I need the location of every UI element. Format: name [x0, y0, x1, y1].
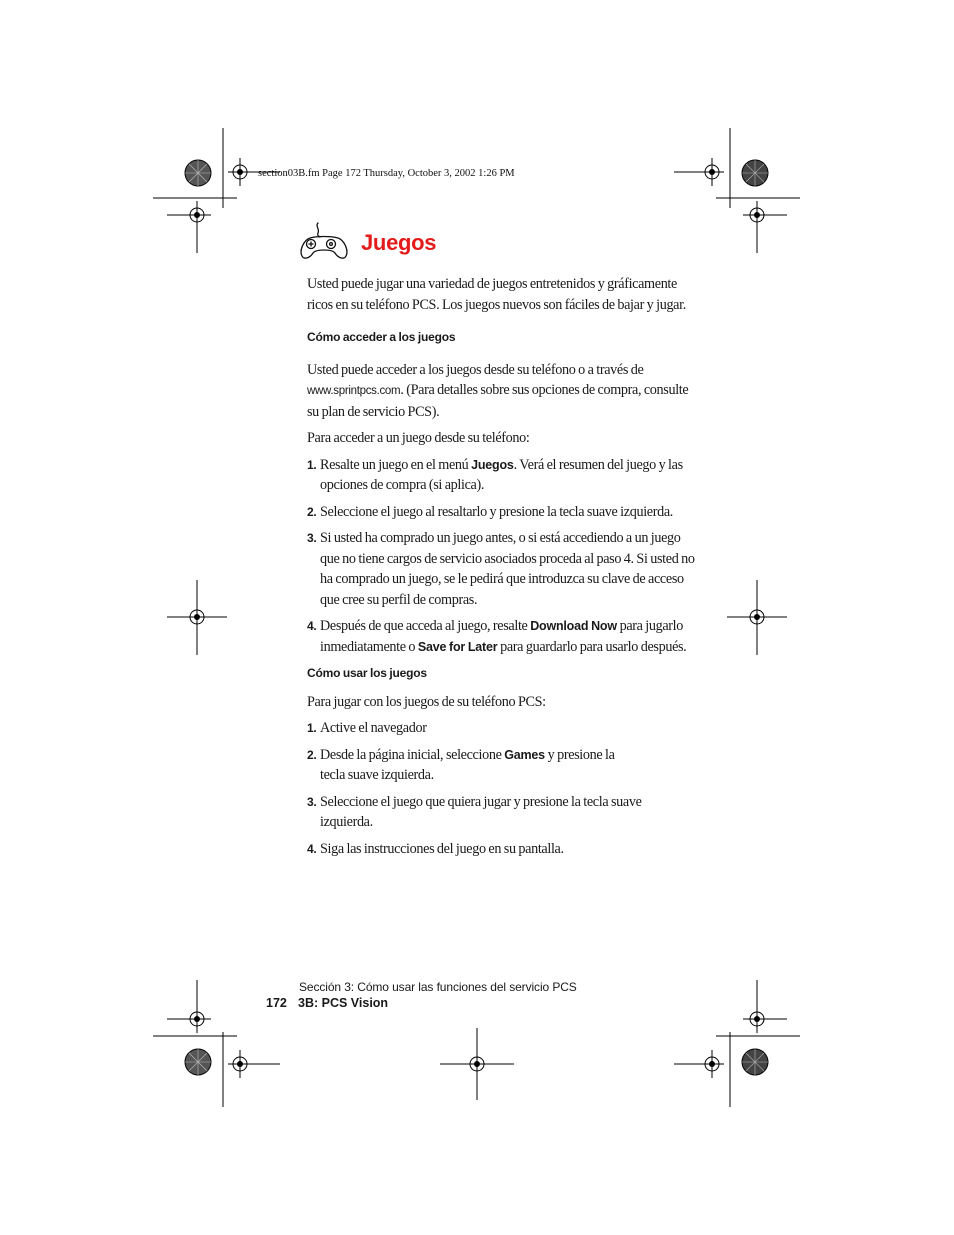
list-item: [307, 528, 697, 610]
print-slug: section03B.fm Page 172 Thursday, October 3, 2002 1:26 PM: [258, 168, 515, 179]
step-number: 4.: [307, 619, 317, 633]
access-paragraph: [307, 360, 697, 423]
access-steps-list: [307, 455, 697, 658]
page-title: Juegos: [361, 230, 437, 255]
step-number: 1.: [307, 457, 317, 472]
step-number: 2.: [307, 504, 317, 519]
step-text: Siga las instrucciones del juego en su pantalla.: [320, 840, 564, 857]
access-text-after: . (Para detalles sobre sus opciones de compra, consulte su plan de servicio PCS).: [307, 382, 689, 420]
main-content: [307, 274, 697, 865]
footer-subsection: 3B: PCS Vision: [298, 996, 389, 1010]
section-heading-access: Cómo acceder a los juegos: [307, 330, 456, 344]
gamepad-icon: [298, 220, 350, 264]
step-text: Si usted ha comprado un juego antes, o si está accediendo a un juego que no tiene cargos de servicio asociados proceda al paso 4. Si usted no ha comprado un juego, se le pedirá que introduzca su clave de acceso que cree su perfil de compras.: [320, 530, 695, 608]
option-download-now: Download Now: [530, 619, 617, 633]
step-text: y presione la tecla suave izquierda.: [320, 746, 615, 783]
step-number: 3.: [307, 794, 317, 809]
step-number: 4.: [307, 841, 317, 856]
step-text: . Verá el resumen del juego y las opciones de compra (si aplica).: [320, 456, 683, 493]
step-text: Desde la página inicial, seleccione: [320, 746, 505, 763]
step-text: para guardarlo para usarlo después.: [497, 638, 687, 655]
step-number: 2.: [307, 747, 317, 762]
option-save-for-later: Save for Later: [417, 639, 498, 654]
menu-label-juegos: Juegos: [471, 457, 514, 472]
access-text: Usted puede acceder a los juegos desde su teléfono o a través de: [307, 361, 644, 378]
step-text: Después de que acceda al juego, resalte: [320, 618, 531, 634]
sprintpcs-link[interactable]: www.sprintpcs.com: [307, 385, 401, 397]
step-text: Seleccione el juego que quiera jugar y presione la tecla suave izquierda.: [320, 793, 642, 830]
step-text: Resalte un juego en el menú: [320, 456, 472, 473]
page-number: 172: [266, 996, 287, 1010]
list-item: [307, 455, 697, 496]
footer-section-title: Sección 3: Cómo usar las funciones del servicio PCS: [299, 980, 577, 994]
step-text: Seleccione el juego al resaltarlo y presione la tecla suave izquierda.: [320, 503, 673, 520]
step-number: 3.: [307, 531, 317, 545]
step-text: para jugarlo inmediatamente o: [320, 618, 684, 655]
list-item: [307, 718, 697, 739]
list-item: [307, 839, 697, 860]
list-item: [307, 745, 697, 786]
step-number: 1.: [307, 721, 317, 735]
section-heading-use: Cómo usar los juegos: [307, 666, 427, 680]
step-text: Active el navegador: [320, 720, 427, 736]
list-item: [307, 502, 697, 523]
menu-label-games: Games: [504, 747, 545, 762]
access-intro: Para acceder a un juego desde su teléfono:: [307, 430, 530, 446]
use-intro: Para jugar con los juegos de su teléfono PCS:: [307, 693, 546, 710]
list-item: [307, 792, 697, 833]
use-steps-list: [307, 718, 697, 859]
intro-paragraph: Usted puede jugar una variedad de juegos entretenidos y gráficamente ricos en su teléfono PCS. Los juegos nuevos son fáciles de bajar y jugar.: [307, 276, 686, 313]
list-item: [307, 616, 697, 657]
